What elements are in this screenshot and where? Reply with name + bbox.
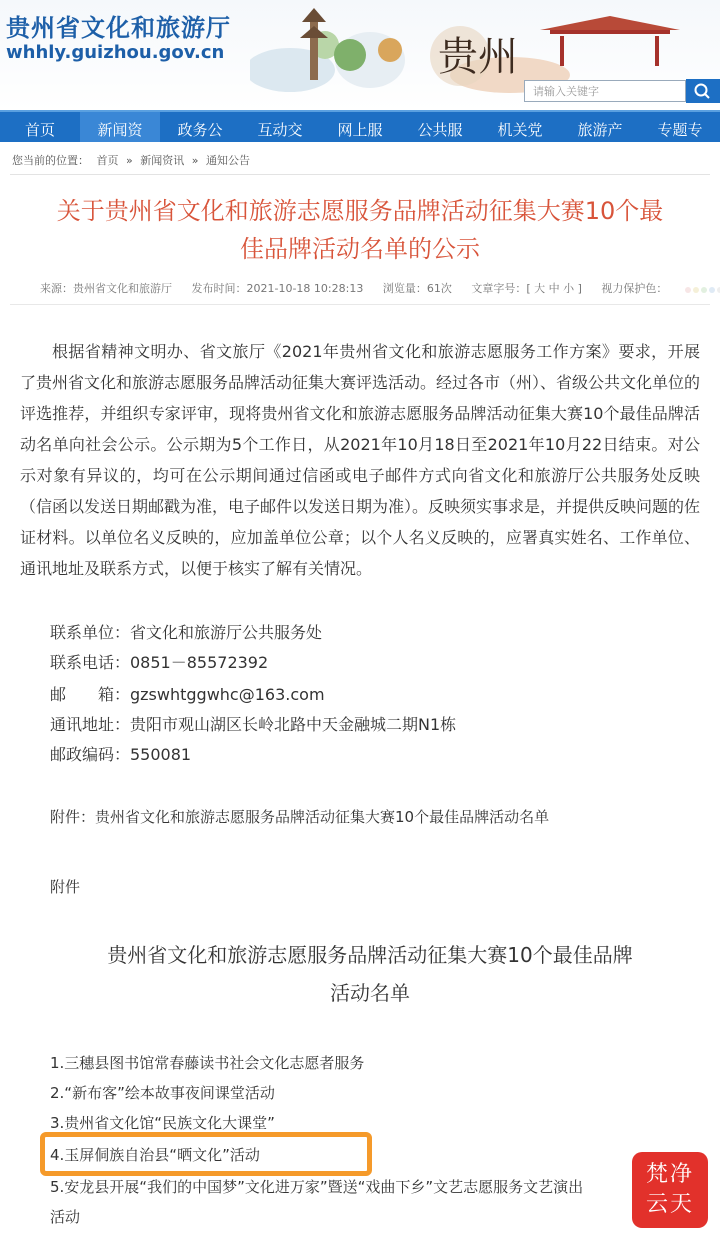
breadcrumb-home[interactable]: 首页 bbox=[96, 154, 119, 167]
breadcrumb-notices[interactable]: 通知公告 bbox=[205, 154, 250, 167]
nav-news[interactable]: 新闻资 bbox=[80, 112, 160, 142]
attachment-link[interactable]: 附件：贵州省文化和旅游志愿服务品牌活动征集大赛10个最佳品牌活动名单 bbox=[50, 808, 550, 826]
meta-source: 来源：贵州省文化和旅游厅 bbox=[40, 282, 172, 295]
article-meta bbox=[40, 280, 710, 296]
list-item: 2.“新布客”绘本故事夜间课堂活动 bbox=[50, 1084, 275, 1102]
contact-unit: 联系单位：省文化和旅游厅公共服务处 bbox=[50, 623, 323, 642]
contact-phone: 联系电话：0851－85572392 bbox=[50, 653, 269, 672]
breadcrumb-news[interactable]: 新闻资讯 bbox=[140, 154, 185, 167]
site-header bbox=[0, 0, 720, 110]
nav-interaction[interactable]: 互动交 bbox=[257, 121, 303, 139]
list-title-line1: 贵州省文化和旅游志愿服务品牌活动征集大赛10个最佳品牌 bbox=[107, 943, 633, 967]
list-item: 1.三穗县图书馆常春藤读书社会文化志愿者服务 bbox=[50, 1054, 365, 1072]
site-title[interactable]: 贵州省文化和旅游厅 bbox=[6, 14, 231, 42]
list-item: 4.玉屏侗族自治县“晒文化”活动 bbox=[50, 1146, 260, 1164]
meta-eye-protect bbox=[601, 282, 720, 295]
meta-time: 发布时间：2021-10-18 10:28:13 bbox=[191, 282, 364, 295]
meta-eye-protect-label: 视力保护色： bbox=[601, 282, 668, 295]
divider bbox=[10, 174, 710, 175]
search-icon bbox=[686, 79, 720, 103]
nav-tourism-products[interactable]: 旅游产 bbox=[577, 121, 623, 139]
nav-special-topics[interactable]: 专题专 bbox=[657, 121, 703, 139]
contact-email[interactable]: 邮 箱：gzswhtggwhc@163.com bbox=[50, 685, 325, 704]
list-title bbox=[50, 936, 690, 1012]
meta-font-size[interactable]: 文章字号：[ 大 中 小 ] bbox=[471, 282, 582, 295]
nav-home[interactable]: 首页 bbox=[24, 121, 55, 139]
watermark-line2: 云天 bbox=[645, 1192, 694, 1217]
brand-logo bbox=[420, 8, 530, 104]
nav-public-service[interactable]: 公共服 bbox=[417, 121, 463, 139]
breadcrumb-separator: » bbox=[191, 154, 199, 167]
article-title bbox=[20, 192, 700, 268]
article-paragraph: 根据省精神文明办、省文旅厅《2021年贵州省文化和旅游志愿服务工作方案》要求，开展了贵州省文化和旅游志愿服务品牌活动征集大赛评选活动。经过各市（州）、省级公共文化单位的评选推荐，并组织专家评审，现将贵州省文化和旅游志愿服务品牌活动征集大赛10个最佳品牌活动名单向社会公示。公示期为5个工作日，从2021年10月18日至2021年10月22日结束。对公示对象有异议的，均可在公示期间通过信函或电子邮件方式向省文化和旅游厅公共服务处反映（信函以发送日期邮戳为准，电子邮件以发送日期为准）。反映须实事求是，并提供反映问题的佐证材料。以单位名义反映的，应加盖单位公章；以个人名义反映的，应署真实姓名、工作单位、通讯地址及联系方式，以便于核实了解有关情况。 bbox=[20, 342, 701, 578]
breadcrumb-label: 您当前的位置： bbox=[12, 154, 89, 167]
watermark-logo bbox=[632, 1152, 708, 1228]
meta-views: 浏览量：61次 bbox=[382, 282, 452, 295]
list-item: 5.安龙县开展“我们的中国梦”文化进万家”暨送“戏曲下乡”文艺志愿服务文艺演出 bbox=[50, 1178, 584, 1196]
highlight-box bbox=[40, 1132, 372, 1176]
main-nav bbox=[0, 110, 720, 142]
contact-postcode: 邮政编码：550081 bbox=[50, 745, 192, 764]
nav-government[interactable]: 政务公 bbox=[177, 121, 223, 139]
search-button[interactable] bbox=[686, 79, 720, 103]
divider bbox=[10, 304, 710, 305]
list-item: 3.贵州省文化馆“民族文化大课堂” bbox=[50, 1114, 275, 1132]
color-swatches[interactable] bbox=[683, 283, 720, 296]
breadcrumb-separator: » bbox=[126, 154, 133, 167]
nav-party[interactable]: 机关党 bbox=[497, 121, 543, 139]
article-title-line2: 佳品牌活动名单的公示 bbox=[240, 235, 480, 263]
contact-address: 通讯地址：贵阳市观山湖区长岭北路中天金融城二期N1栋 bbox=[50, 715, 457, 734]
list-item: 活动 bbox=[50, 1208, 81, 1226]
article-title-line1: 关于贵州省文化和旅游志愿服务品牌活动征集大赛10个最 bbox=[56, 197, 664, 225]
nav-online-service[interactable]: 网上服 bbox=[337, 121, 383, 139]
brand-text: 贵州 bbox=[438, 34, 518, 80]
watermark-line1: 梵净 bbox=[645, 1162, 694, 1187]
site-url[interactable]: whhly.guizhou.gov.cn bbox=[6, 42, 225, 63]
breadcrumb bbox=[12, 152, 254, 168]
search-input[interactable]: 请输入关键字 bbox=[524, 80, 686, 102]
list-title-line2: 活动名单 bbox=[330, 981, 410, 1005]
attachment-label: 附件 bbox=[50, 878, 81, 896]
